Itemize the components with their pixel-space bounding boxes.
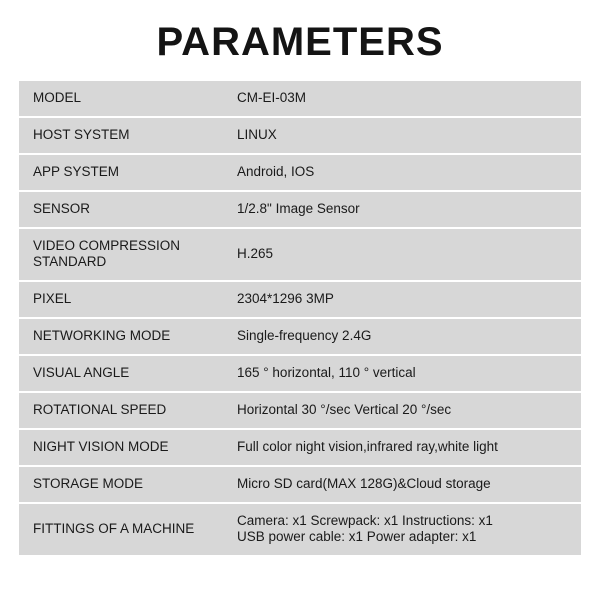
row-value: Android, IOS — [237, 163, 315, 179]
row-label: VISUAL ANGLE — [33, 365, 130, 380]
table-row — [19, 81, 581, 117]
row-label: NIGHT VISION MODE — [33, 438, 169, 454]
table-row — [19, 154, 581, 191]
row-value — [229, 503, 581, 557]
table-row — [19, 503, 581, 557]
row-label: STORAGE MODE — [33, 475, 144, 491]
row-value: CM-EI-03M — [237, 90, 307, 105]
row-label: ROTATIONAL SPEED — [33, 401, 167, 417]
page-title: PARAMETERS — [156, 20, 444, 64]
table-row — [19, 429, 581, 466]
row-label: MODEL — [33, 90, 82, 105]
row-label: APP SYSTEM — [33, 163, 120, 179]
table-row — [19, 318, 581, 355]
row-value: Horizontal 30 °/sec Vertical 20 °/sec — [237, 401, 452, 417]
table-row — [19, 191, 581, 228]
table-row — [19, 466, 581, 503]
row-label: HOST SYSTEM — [33, 126, 130, 142]
table-row — [19, 228, 581, 282]
row-label: PIXEL — [33, 291, 72, 307]
row-label: SENSOR — [33, 200, 91, 216]
row-value-line-2: USB power cable: x1 Power adapter: x1 — [237, 529, 477, 545]
row-value: 2304*1296 3MP — [237, 291, 334, 307]
row-value: 165 ° horizontal, 110 ° vertical — [237, 365, 416, 380]
row-label: NETWORKING MODE — [33, 328, 171, 344]
row-value: LINUX — [237, 126, 277, 142]
table-row — [19, 281, 581, 318]
row-value-line-1: Camera: x1 Screwpack: x1 Instructions: x1 — [237, 512, 493, 528]
row-value: H.265 — [237, 245, 274, 261]
table-row — [19, 117, 581, 154]
table-row — [19, 392, 581, 429]
row-label: FITTINGS OF A MACHINE — [33, 520, 195, 536]
row-value: Single-frequency 2.4G — [237, 328, 372, 344]
table-row — [19, 355, 581, 392]
row-value: 1/2.8" Image Sensor — [237, 200, 360, 216]
specifications-table — [19, 81, 581, 557]
row-label: VIDEO COMPRESSION STANDARD — [33, 237, 181, 270]
row-value: Micro SD card(MAX 128G)&Cloud storage — [237, 475, 491, 491]
row-value: Full color night vision,infrared ray,white light — [237, 438, 498, 454]
